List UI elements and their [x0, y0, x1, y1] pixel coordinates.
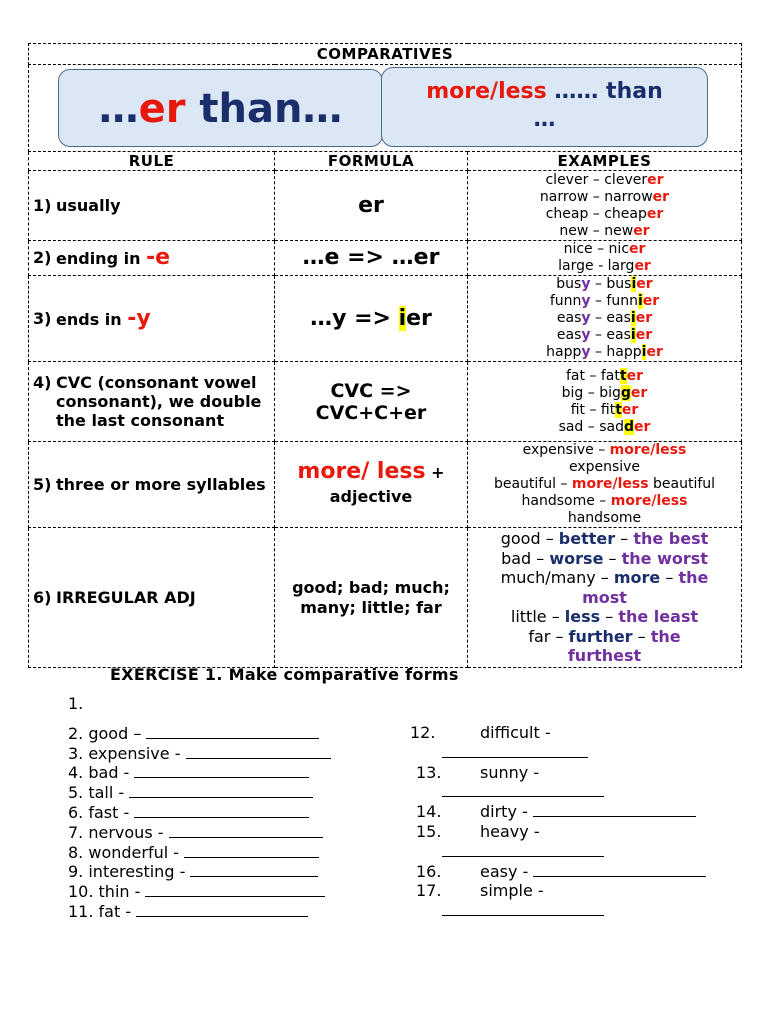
example-line [468, 402, 741, 419]
examples-cell [468, 171, 742, 241]
item-label: 11. fat - [68, 901, 137, 921]
example-line [468, 627, 741, 647]
exercise-item [68, 783, 331, 803]
item-label: 10. thin - [68, 882, 146, 902]
answer-blank[interactable] [442, 783, 604, 797]
ex-a: big – big [561, 384, 621, 401]
exercise-item [410, 881, 706, 901]
exercise-left-column [68, 694, 331, 922]
example-line [468, 310, 741, 327]
formula-more-less: more/ less [297, 459, 426, 484]
header-rule: RULE [29, 152, 275, 171]
ex-double: t [615, 401, 622, 418]
ex-a: expensive – [522, 442, 610, 458]
ex-a: bad – [501, 548, 550, 568]
ex-a: eas [556, 310, 582, 326]
rule-text [56, 245, 271, 270]
exercise-item-continuation [410, 901, 706, 921]
ex-comparative: more [613, 568, 661, 588]
answer-blank[interactable] [146, 725, 319, 739]
example-line [468, 442, 741, 459]
example-line [468, 588, 741, 608]
ex-a: much/many – [500, 568, 614, 588]
ex-a: eas [556, 327, 582, 343]
item-number: 13. [416, 762, 442, 782]
formula-highlight: i [398, 305, 407, 331]
answer-blank[interactable] [136, 903, 308, 917]
ex-b: beautiful [648, 476, 716, 492]
ex-superlative: the least [618, 607, 699, 627]
ex-base: narrow – narrow [539, 188, 653, 205]
item-number: 14. [416, 802, 442, 822]
item-word: simple - [480, 881, 544, 901]
examples-cell [468, 362, 742, 442]
formula-pre: …y => [310, 305, 399, 331]
answer-blank[interactable] [134, 764, 309, 778]
ex-base: cheap – cheap [545, 205, 647, 222]
formula-cell: good; bad; much; many; little; far [275, 528, 468, 668]
example-line [468, 646, 741, 666]
ex-sep: – [600, 607, 619, 627]
ex-i: i [631, 276, 637, 292]
ex-comparative: further [568, 626, 633, 646]
rule-text: IRREGULAR ADJ [56, 588, 196, 607]
ex-a: beautiful – [493, 476, 572, 492]
example-line [468, 344, 741, 361]
ex-a: little – [510, 607, 565, 627]
box1-suffix: er [138, 86, 186, 132]
ex-double: d [623, 418, 635, 435]
exercise-title: EXERCISE 1. Make comparative forms [110, 665, 459, 684]
answer-blank[interactable] [190, 863, 318, 877]
rule-row-1 [29, 171, 742, 241]
example-line [468, 241, 741, 258]
rule-text: usually [56, 196, 121, 215]
ex-double: t [619, 367, 627, 384]
exercise-item [68, 803, 331, 823]
example-line [468, 385, 741, 402]
example-line [468, 276, 741, 293]
example-line [468, 293, 741, 310]
rule-text: three or more syllables [56, 475, 266, 494]
example-line [468, 258, 741, 275]
ex-a: fit – fit [570, 401, 616, 418]
examples-cell [468, 276, 742, 362]
rule-mark: -y [127, 305, 151, 331]
example-line [468, 327, 741, 344]
example-line [468, 223, 741, 240]
exercise-item-continuation [410, 782, 706, 802]
ex-i: i [630, 327, 636, 343]
item-label: 5. tall - [68, 783, 130, 803]
exercise-right-column [410, 723, 706, 921]
more-less-box [381, 67, 708, 147]
exercise-item [410, 862, 706, 882]
ex-suffix: er [635, 310, 653, 326]
ex-sep: – [615, 529, 634, 549]
rule-row-4 [29, 362, 742, 442]
ex-i: i [630, 310, 636, 326]
ex-suffix: er [646, 205, 664, 222]
item-label: 4. bad - [68, 763, 135, 783]
rule-num: 6) [33, 588, 52, 607]
ex-superlative: the worst [621, 548, 708, 568]
rule-num: 2) [33, 248, 52, 267]
rule-cell [29, 442, 275, 528]
ex-more-less: more/less [610, 493, 688, 509]
ex-y: y [581, 293, 591, 309]
formula-cell [275, 362, 468, 442]
exercise-item [410, 802, 706, 822]
box1-post: than… [185, 86, 343, 132]
rules-table [28, 43, 742, 668]
ex-comparative: better [558, 529, 616, 549]
item-label: 3. expensive - [68, 743, 186, 763]
rule-num: 4) [33, 373, 52, 392]
ex-a: handsome – [521, 493, 611, 509]
examples-cell [468, 241, 742, 276]
ex-base: nice – nic [563, 241, 630, 257]
ex-suffix: er [634, 418, 651, 435]
exercise-item [68, 744, 331, 764]
box2-end: … [533, 107, 556, 132]
ex-y: y [581, 327, 591, 343]
exercise-item [68, 724, 331, 744]
exercise-item [68, 763, 331, 783]
box2-mid: …… than [546, 79, 663, 104]
example-line [468, 510, 741, 527]
example-line [468, 419, 741, 436]
exercise-item [68, 882, 331, 902]
rule-cell [29, 171, 275, 241]
ex-base: new – new [559, 222, 634, 239]
rule-cell [29, 528, 275, 668]
ex-suffix: er [630, 384, 648, 401]
answer-blank[interactable] [442, 843, 604, 857]
ex-comparative: worse [549, 548, 604, 568]
formula-plus: + [425, 463, 445, 482]
ex-suffix: er [646, 344, 663, 360]
answer-blank[interactable] [442, 744, 588, 758]
rule-cell [29, 362, 275, 442]
header-formula: FORMULA [275, 152, 468, 171]
answer-blank[interactable] [533, 803, 696, 817]
exercise-item [410, 763, 706, 783]
example-line [468, 568, 741, 588]
ex-superlative: most [582, 587, 627, 607]
ex-suffix: er [647, 171, 664, 188]
rule-num: 5) [33, 475, 52, 494]
item-word: easy - [480, 861, 534, 881]
example-line [468, 529, 741, 549]
examples-cell [468, 442, 742, 528]
answer-blank[interactable] [145, 883, 325, 897]
ex-sep: – [603, 548, 622, 568]
item-label: 8. wonderful - [68, 842, 185, 862]
exercise-item [410, 822, 706, 842]
example-line [468, 189, 741, 206]
item-word: dirty - [480, 802, 533, 822]
ex-double: g [620, 384, 631, 401]
item-number: 17. [416, 881, 442, 901]
exercise-item-continuation [410, 743, 706, 763]
ex-a: sad – sad [558, 418, 624, 435]
item-label: 6. fast - [68, 802, 135, 822]
rule-text: CVC (consonant vowel consonant), we double the last consonant [56, 373, 262, 430]
ex-b: – funn [590, 293, 638, 309]
item-word: difficult - [480, 723, 551, 742]
answer-blank[interactable] [134, 804, 309, 818]
ex-a: good – [500, 529, 559, 549]
item-label: 9. interesting - [68, 862, 191, 882]
ex-y: y [581, 276, 591, 292]
formula-cell: …e => …er [275, 241, 468, 276]
ex-superlative: furthest [567, 646, 642, 666]
ex-comparative: less [564, 607, 601, 627]
ex-suffix: er [621, 401, 639, 418]
ex-b: – bus [590, 276, 632, 292]
ex-b: – eas [590, 327, 631, 343]
ex-suffix: er [642, 293, 660, 309]
example-line [468, 493, 741, 510]
item-label: 2. good – [68, 723, 147, 743]
ex-a: funn [549, 293, 582, 309]
example-line [468, 549, 741, 569]
ex-a: bus [556, 276, 582, 292]
exercise-item [68, 694, 331, 714]
ex-suffix: er [629, 241, 646, 257]
ex-suffix: er [626, 367, 643, 384]
answer-blank[interactable] [186, 745, 331, 759]
example-line [468, 476, 741, 493]
ex-superlative: the [650, 626, 681, 646]
rule-row-6 [29, 528, 742, 668]
ex-suffix: er [652, 188, 670, 205]
ex-i: i [637, 293, 643, 309]
banner [29, 65, 742, 152]
answer-blank[interactable] [129, 784, 313, 798]
er-than-box [58, 69, 383, 147]
ex-b: – happ [590, 344, 642, 360]
formula-post: er [406, 305, 432, 331]
rule-cell [29, 276, 275, 362]
ex-i: i [641, 344, 647, 360]
rule-text [56, 305, 271, 331]
formula-cell [275, 442, 468, 528]
comparatives-sheet [28, 43, 741, 668]
exercise-item [410, 723, 706, 743]
page-title: COMPARATIVES [29, 44, 742, 65]
exercise-item [68, 823, 331, 843]
rule-num: 3) [33, 308, 52, 328]
ex-superlative: the [678, 568, 709, 588]
item-number: 15. [416, 821, 442, 841]
rule-cell [29, 241, 275, 276]
answer-blank[interactable] [442, 902, 604, 916]
item-label: 7. nervous - [68, 822, 169, 842]
ex-b: – eas [590, 310, 631, 326]
answer-blank[interactable] [169, 824, 323, 838]
ex-sep: – [632, 626, 651, 646]
ex-a: expensive [568, 459, 641, 475]
item-word: heavy - [480, 821, 540, 841]
formula-line: CVC => [330, 379, 412, 402]
exercise-item [68, 862, 331, 882]
ex-suffix: er [636, 276, 653, 292]
item-word: sunny - [480, 762, 540, 782]
formula-cell [275, 276, 468, 362]
rule-row-3 [29, 276, 742, 362]
rule-text-main: ending in [56, 249, 147, 268]
item-number: 16. [416, 861, 442, 881]
ex-y: y [581, 310, 591, 326]
answer-blank[interactable] [184, 844, 319, 858]
exercise-item [68, 843, 331, 863]
ex-superlative: the best [633, 529, 709, 549]
rule-text-main: ends in [56, 309, 128, 329]
rule-row-5 [29, 442, 742, 528]
ex-sep: – [660, 568, 679, 588]
examples-cell [468, 528, 742, 668]
exercise-item-continuation [410, 842, 706, 862]
exercise-item [68, 902, 331, 922]
formula-line: CVC+C+er [315, 401, 427, 424]
example-line [468, 368, 741, 385]
example-line [468, 206, 741, 223]
item-label: 1. [68, 694, 84, 713]
ex-a: happ [546, 344, 582, 360]
answer-blank[interactable] [533, 863, 706, 877]
formula-cell: er [275, 171, 468, 241]
item-number: 12. [410, 723, 436, 742]
example-line [468, 607, 741, 627]
ex-more-less: more/less [571, 476, 649, 492]
rule-mark: -e [146, 245, 171, 270]
ex-suffix: er [634, 258, 651, 274]
rule-row-2 [29, 241, 742, 276]
box1-pre: … [98, 86, 139, 132]
ex-suffix: er [635, 327, 653, 343]
ex-a: handsome [567, 510, 642, 526]
box2-word: more/less [426, 79, 547, 104]
example-line [468, 459, 741, 476]
header-examples: EXAMPLES [468, 152, 742, 171]
ex-a: far – [528, 626, 569, 646]
ex-a: fat – fat [565, 367, 620, 384]
formula-adjective: adjective [329, 487, 413, 506]
ex-base: large - larg [558, 258, 635, 274]
rule-num: 1) [33, 196, 52, 215]
ex-more-less: more/less [609, 442, 687, 458]
ex-suffix: er [633, 222, 650, 239]
ex-y: y [581, 344, 591, 360]
ex-base: clever – clever [545, 171, 648, 188]
example-line [468, 172, 741, 189]
